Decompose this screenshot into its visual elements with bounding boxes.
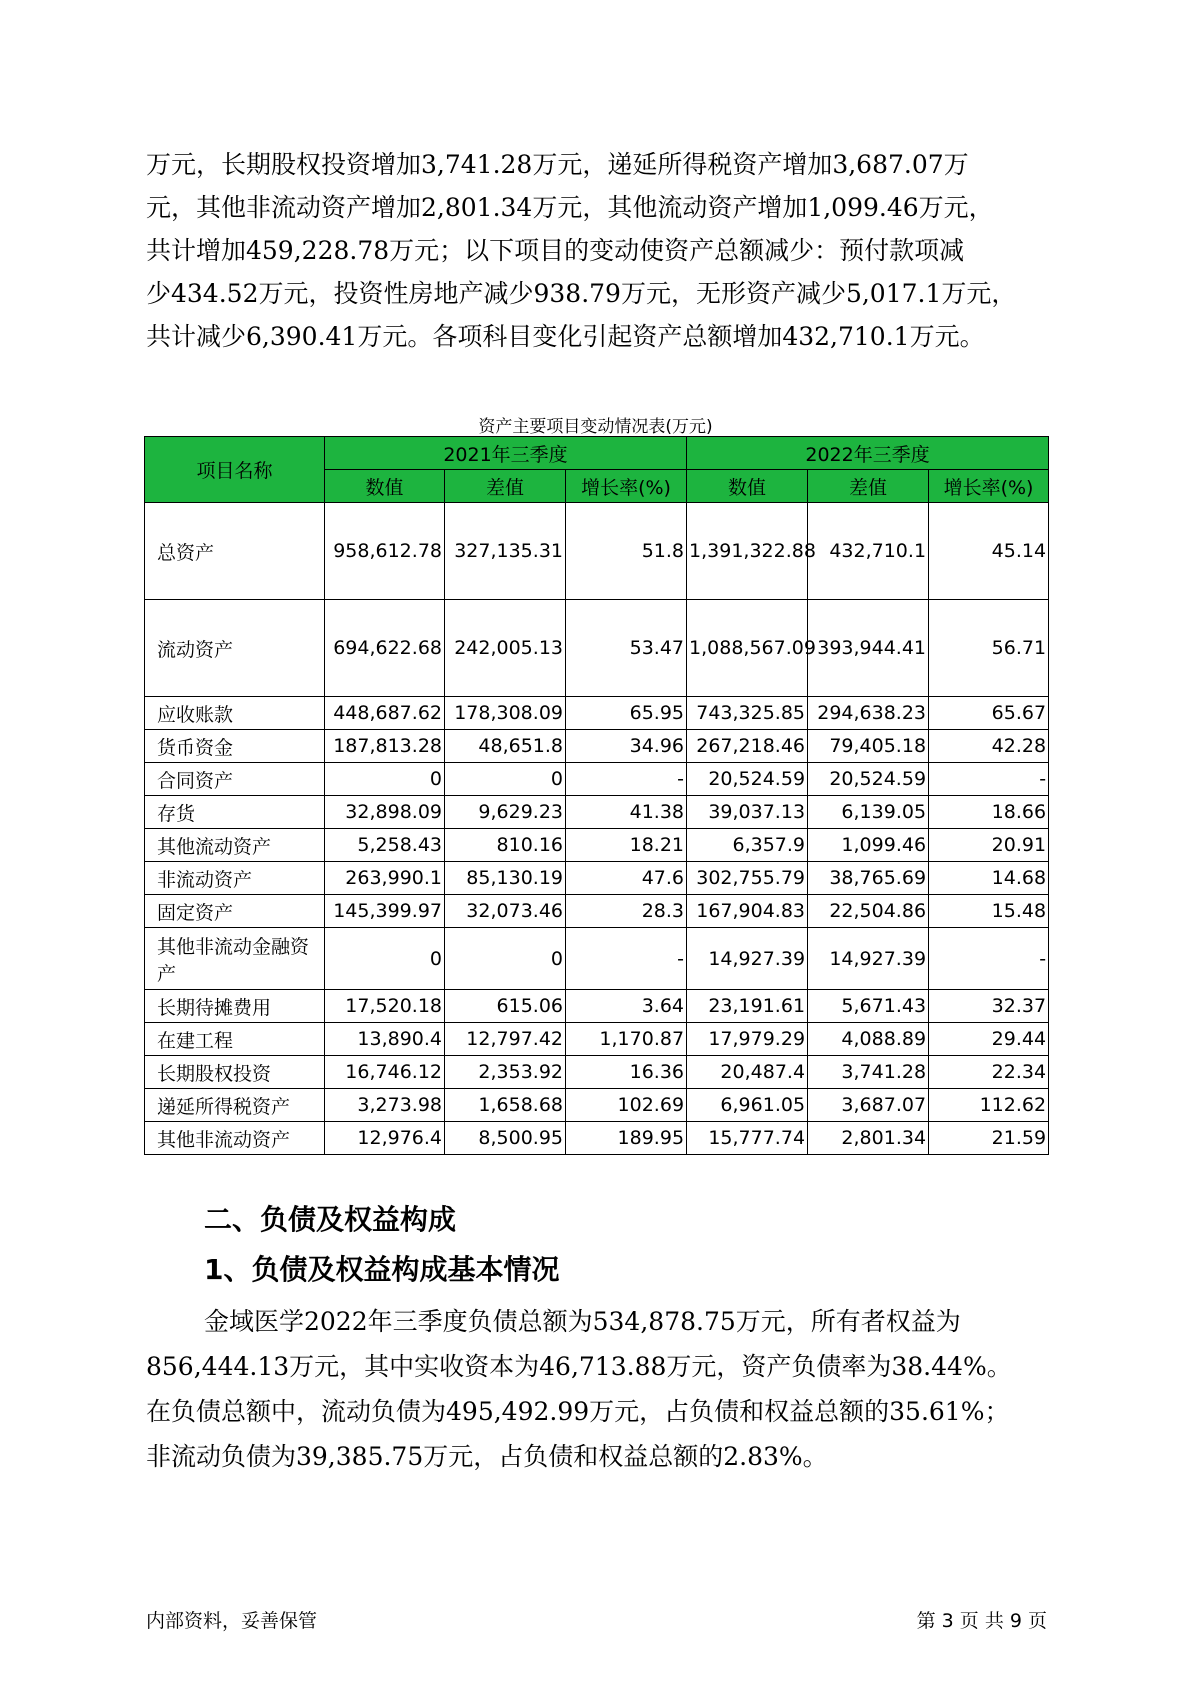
cell-growth-2022: 29.44 <box>929 1023 1049 1056</box>
paragraph-line: 共计减少6,390.41万元。各项科目变化引起资产总额增加432,710.1万元。 <box>146 322 985 351</box>
paragraph-line: 非流动负债为39,385.75万元，占负债和权益总额的2.83%。 <box>146 1442 828 1471</box>
cell-diff-2021: 242,005.13 <box>445 600 566 697</box>
paragraph-line: 856,444.13万元，其中实收资本为46,713.88万元，资产负债率为38.44%。 <box>146 1352 1012 1381</box>
cell-value-2022: 6,357.9 <box>687 829 808 862</box>
cell-value-2022: 20,487.4 <box>687 1056 808 1089</box>
cell-item-name: 存货 <box>145 796 325 829</box>
cell-growth-2021: 47.6 <box>566 862 687 895</box>
cell-item-name: 应收账款 <box>145 697 325 730</box>
cell-item-name: 总资产 <box>145 503 325 600</box>
cell-growth-2021: 189.95 <box>566 1122 687 1155</box>
cell-value-2022: 1,391,322.88 <box>687 503 808 600</box>
column-group-2021: 2021年三季度 <box>325 437 687 470</box>
assets-change-table <box>144 436 1049 1155</box>
cell-value-2022: 743,325.85 <box>687 697 808 730</box>
cell-value-2021: 448,687.62 <box>325 697 445 730</box>
cell-growth-2022: 21.59 <box>929 1122 1049 1155</box>
cell-growth-2021: 34.96 <box>566 730 687 763</box>
paragraph-line: 万元，长期股权投资增加3,741.28万元，递延所得税资产增加3,687.07万 <box>146 150 969 179</box>
table-row <box>145 730 1049 763</box>
table-row <box>145 1056 1049 1089</box>
cell-growth-2021: 18.21 <box>566 829 687 862</box>
paragraph-line: 金域医学2022年三季度负债总额为534,878.75万元，所有者权益为 <box>204 1307 961 1336</box>
cell-diff-2021: 12,797.42 <box>445 1023 566 1056</box>
cell-growth-2021: 53.47 <box>566 600 687 697</box>
cell-growth-2021: 51.8 <box>566 503 687 600</box>
column-group-2022: 2022年三季度 <box>687 437 1049 470</box>
cell-diff-2021: 0 <box>445 928 566 990</box>
cell-diff-2022: 4,088.89 <box>808 1023 929 1056</box>
cell-item-name: 其他非流动资产 <box>145 1122 325 1155</box>
table-header-row <box>145 437 1049 470</box>
cell-value-2022: 23,191.61 <box>687 990 808 1023</box>
cell-diff-2021: 1,658.68 <box>445 1089 566 1122</box>
table-row <box>145 1023 1049 1056</box>
cell-item-name: 长期股权投资 <box>145 1056 325 1089</box>
cell-value-2021: 187,813.28 <box>325 730 445 763</box>
cell-diff-2022: 393,944.41 <box>808 600 929 697</box>
cell-growth-2022: - <box>929 763 1049 796</box>
cell-value-2021: 32,898.09 <box>325 796 445 829</box>
cell-item-name: 固定资产 <box>145 895 325 928</box>
cell-growth-2021: 1,170.87 <box>566 1023 687 1056</box>
table-row <box>145 990 1049 1023</box>
cell-growth-2022: 42.28 <box>929 730 1049 763</box>
cell-diff-2021: 9,629.23 <box>445 796 566 829</box>
cell-item-name: 递延所得税资产 <box>145 1089 325 1122</box>
table-row <box>145 862 1049 895</box>
table-body <box>145 503 1049 1155</box>
cell-diff-2021: 48,651.8 <box>445 730 566 763</box>
cell-growth-2021: 28.3 <box>566 895 687 928</box>
table-row <box>145 796 1049 829</box>
table-row <box>145 763 1049 796</box>
cell-value-2021: 0 <box>325 928 445 990</box>
cell-growth-2021: - <box>566 928 687 990</box>
paragraph-line: 少434.52万元，投资性房地产减少938.79万元，无形资产减少5,017.1万元， <box>146 279 1017 308</box>
cell-diff-2022: 3,741.28 <box>808 1056 929 1089</box>
cell-value-2022: 39,037.13 <box>687 796 808 829</box>
cell-item-name: 其他非流动金融资产 <box>145 928 325 990</box>
cell-item-name: 流动资产 <box>145 600 325 697</box>
column-header-diff-2022: 差值 <box>808 470 929 503</box>
cell-value-2021: 17,520.18 <box>325 990 445 1023</box>
column-header-item-name: 项目名称 <box>145 437 325 503</box>
table-row <box>145 895 1049 928</box>
cell-growth-2021: - <box>566 763 687 796</box>
cell-value-2022: 20,524.59 <box>687 763 808 796</box>
paragraph-line: 元，其他非流动资产增加2,801.34万元，其他流动资产增加1,099.46万元， <box>146 193 994 222</box>
cell-growth-2022: 65.67 <box>929 697 1049 730</box>
cell-growth-2022: 14.68 <box>929 862 1049 895</box>
cell-diff-2022: 79,405.18 <box>808 730 929 763</box>
paragraph-line: 共计增加459,228.78万元；以下项目的变动使资产总额减少：预付款项减 <box>146 236 965 265</box>
cell-diff-2022: 1,099.46 <box>808 829 929 862</box>
cell-growth-2021: 102.69 <box>566 1089 687 1122</box>
cell-growth-2021: 16.36 <box>566 1056 687 1089</box>
cell-value-2021: 958,612.78 <box>325 503 445 600</box>
cell-growth-2022: - <box>929 928 1049 990</box>
cell-diff-2022: 20,524.59 <box>808 763 929 796</box>
cell-value-2021: 13,890.4 <box>325 1023 445 1056</box>
cell-value-2021: 12,976.4 <box>325 1122 445 1155</box>
cell-growth-2022: 112.62 <box>929 1089 1049 1122</box>
cell-value-2022: 267,218.46 <box>687 730 808 763</box>
table-row <box>145 1089 1049 1122</box>
cell-value-2022: 15,777.74 <box>687 1122 808 1155</box>
cell-diff-2021: 32,073.46 <box>445 895 566 928</box>
cell-diff-2021: 0 <box>445 763 566 796</box>
cell-diff-2022: 2,801.34 <box>808 1122 929 1155</box>
section-heading: 二、负债及权益构成 <box>204 1203 457 1236</box>
cell-diff-2022: 14,927.39 <box>808 928 929 990</box>
cell-item-name: 货币资金 <box>145 730 325 763</box>
cell-growth-2021: 41.38 <box>566 796 687 829</box>
column-header-growth-2022: 增长率(%) <box>929 470 1049 503</box>
column-header-value-2021: 数值 <box>325 470 445 503</box>
cell-item-name: 在建工程 <box>145 1023 325 1056</box>
table-caption: 资产主要项目变动情况表(万元) <box>478 417 713 437</box>
cell-diff-2022: 22,504.86 <box>808 895 929 928</box>
cell-growth-2022: 56.71 <box>929 600 1049 697</box>
footer-page-number: 第 3 页 共 9 页 <box>916 1610 1047 1632</box>
cell-value-2022: 302,755.79 <box>687 862 808 895</box>
subsection-heading: 1、负债及权益构成基本情况 <box>204 1253 560 1286</box>
cell-value-2021: 694,622.68 <box>325 600 445 697</box>
cell-value-2021: 0 <box>325 763 445 796</box>
cell-diff-2021: 2,353.92 <box>445 1056 566 1089</box>
cell-growth-2022: 22.34 <box>929 1056 1049 1089</box>
cell-diff-2021: 327,135.31 <box>445 503 566 600</box>
cell-value-2021: 3,273.98 <box>325 1089 445 1122</box>
cell-growth-2022: 15.48 <box>929 895 1049 928</box>
cell-diff-2021: 8,500.95 <box>445 1122 566 1155</box>
cell-item-name: 其他流动资产 <box>145 829 325 862</box>
column-header-value-2022: 数值 <box>687 470 808 503</box>
table-row <box>145 600 1049 697</box>
cell-value-2022: 167,904.83 <box>687 895 808 928</box>
cell-diff-2022: 38,765.69 <box>808 862 929 895</box>
cell-growth-2021: 65.95 <box>566 697 687 730</box>
footer-confidential-note: 内部资料，妥善保管 <box>146 1610 318 1632</box>
column-header-growth-2021: 增长率(%) <box>566 470 687 503</box>
cell-value-2022: 1,088,567.09 <box>687 600 808 697</box>
cell-value-2021: 145,399.97 <box>325 895 445 928</box>
cell-value-2022: 14,927.39 <box>687 928 808 990</box>
cell-diff-2021: 615.06 <box>445 990 566 1023</box>
cell-item-name: 长期待摊费用 <box>145 990 325 1023</box>
cell-diff-2021: 810.16 <box>445 829 566 862</box>
cell-value-2021: 5,258.43 <box>325 829 445 862</box>
cell-value-2022: 6,961.05 <box>687 1089 808 1122</box>
cell-diff-2021: 178,308.09 <box>445 697 566 730</box>
cell-growth-2022: 20.91 <box>929 829 1049 862</box>
cell-value-2022: 17,979.29 <box>687 1023 808 1056</box>
cell-diff-2022: 5,671.43 <box>808 990 929 1023</box>
cell-diff-2022: 294,638.23 <box>808 697 929 730</box>
cell-diff-2022: 432,710.1 <box>808 503 929 600</box>
cell-value-2021: 16,746.12 <box>325 1056 445 1089</box>
table-row <box>145 1122 1049 1155</box>
column-header-diff-2021: 差值 <box>445 470 566 503</box>
cell-item-name: 合同资产 <box>145 763 325 796</box>
cell-item-name: 非流动资产 <box>145 862 325 895</box>
cell-diff-2022: 6,139.05 <box>808 796 929 829</box>
cell-value-2021: 263,990.1 <box>325 862 445 895</box>
cell-diff-2021: 85,130.19 <box>445 862 566 895</box>
cell-growth-2021: 3.64 <box>566 990 687 1023</box>
cell-growth-2022: 18.66 <box>929 796 1049 829</box>
table-row <box>145 829 1049 862</box>
cell-growth-2022: 32.37 <box>929 990 1049 1023</box>
paragraph-line: 在负债总额中，流动负债为495,492.99万元，占负债和权益总额的35.61%； <box>146 1397 1010 1426</box>
cell-growth-2022: 45.14 <box>929 503 1049 600</box>
table-row <box>145 697 1049 730</box>
table-row <box>145 503 1049 600</box>
cell-diff-2022: 3,687.07 <box>808 1089 929 1122</box>
table-row <box>145 928 1049 990</box>
